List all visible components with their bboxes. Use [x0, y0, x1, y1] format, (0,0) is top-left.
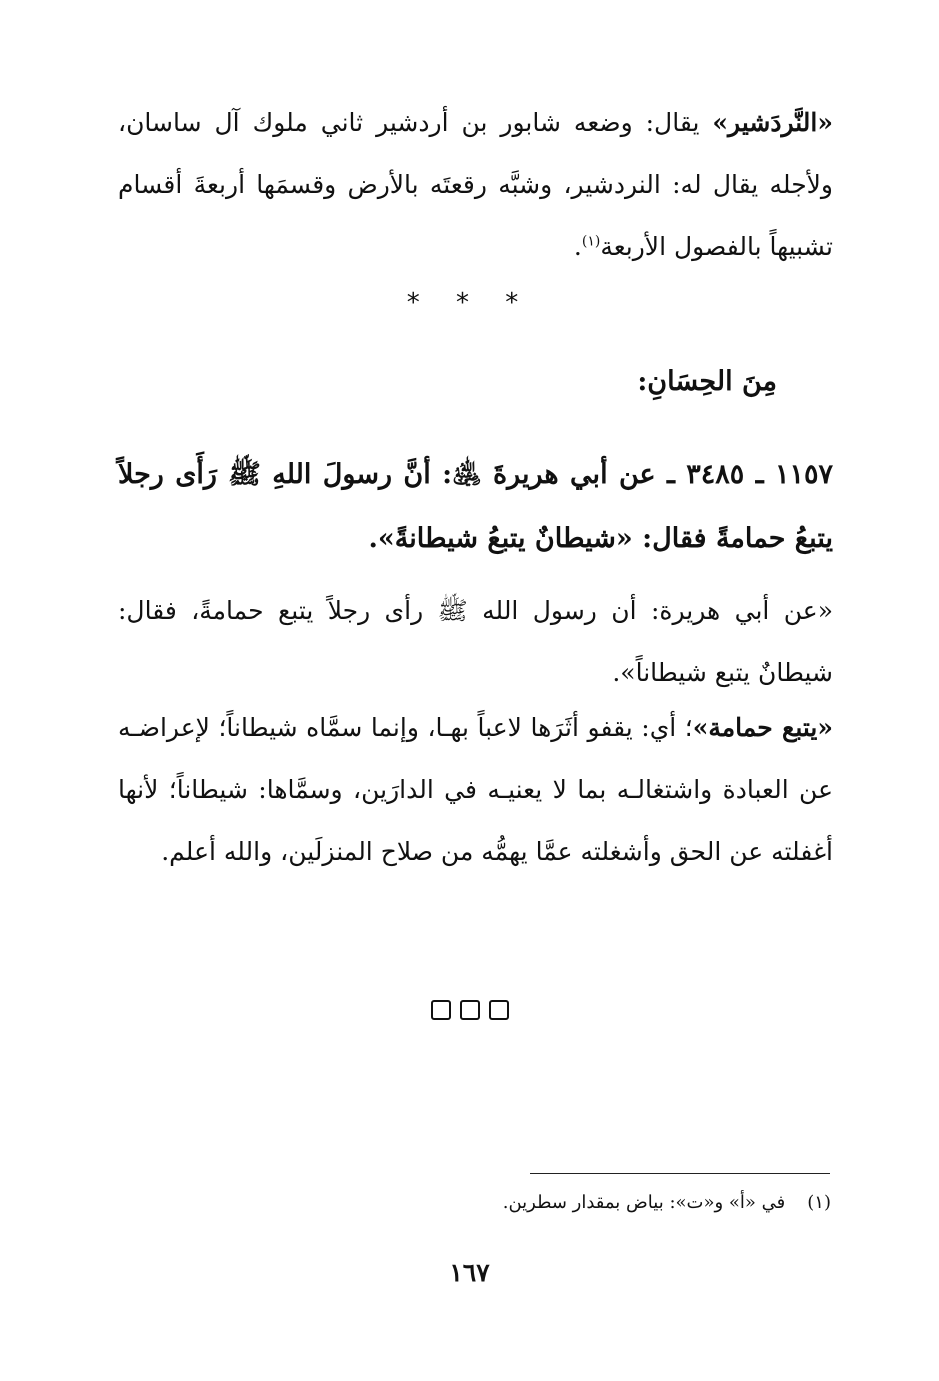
commentary-paragraph-3	[118, 697, 833, 883]
square-ornament-icon	[489, 1000, 509, 1020]
hadith-block	[118, 443, 833, 571]
footnote-divider	[530, 1173, 830, 1174]
hadith-text: عن أبي هريرةَ ﵁: أنَّ رسولَ اللهِ ﷺ رَأَى رجلاً يتبعُ حمامةً فقال: «شيطانٌ يتبعُ شيطانةً».	[118, 459, 833, 554]
paragraph-3-text: ؛ أي: يقفو أثَرَها لاعباً بهـا، وإنما سمَّاه شيطاناً؛ لإعراضـه عن العبادة واشتغالـه بما لا يعنيـه في الدارَين، وسمَّاها: شيطاناً؛ لأنها أغفلته عن الحق وأشغلته عمَّا يهمُّه من صلاح المنزلَين، والله أعلم.	[118, 713, 833, 866]
paragraph-1-text: يقال: وضعه شابور بن أردشير ثاني ملوك آل ساسان، ولأجله يقال له: النردشير، وشبَّه رقعتَه بالأرض وقسمَها أربعةَ أقسام تشبيهاً بالفصول الأربعة	[118, 108, 833, 261]
footnote-text: في «أ» و«ت»: بياض بمقدار سطرين.	[502, 1192, 786, 1213]
end-of-section-boxes	[0, 1000, 939, 1020]
section-heading: مِنَ الحِسَانِ:	[637, 366, 777, 397]
footnote-reference[interactable]: (١)	[581, 233, 601, 250]
page-number: ١٦٧	[449, 1258, 490, 1287]
footnote-number: (١)	[807, 1192, 831, 1213]
commentary-paragraph-2: «عن أبي هريرة: أن رسول الله ﷺ رأى رجلاً يتبع حمامةً، فقال: شيطانٌ يتبع شيطاناً».	[118, 596, 833, 687]
square-ornament-icon	[431, 1000, 451, 1020]
hadith-number: ١١٥٧ ـ ٣٤٨٥ ـ	[667, 459, 833, 490]
paragraph-nardashir: «النَّردَشير» يقال: وضعه شابور بن أردشير ثاني ملوك آل ساسان، ولأجله يقال له: النردشير، وشبَّه رقعتَه بالأرض وقسمَها أربعةَ أقسام تشبيهاً بالفصول الأربعة$^{(١)}$.	[118, 108, 833, 261]
term-nardashir: «النَّردَشير»	[712, 108, 833, 137]
section-separator-stars: * * *	[406, 288, 533, 318]
term-yatba-hamama: «يتبع حمامة»	[692, 713, 834, 742]
square-ornament-icon	[460, 1000, 480, 1020]
footnote	[503, 1192, 831, 1213]
